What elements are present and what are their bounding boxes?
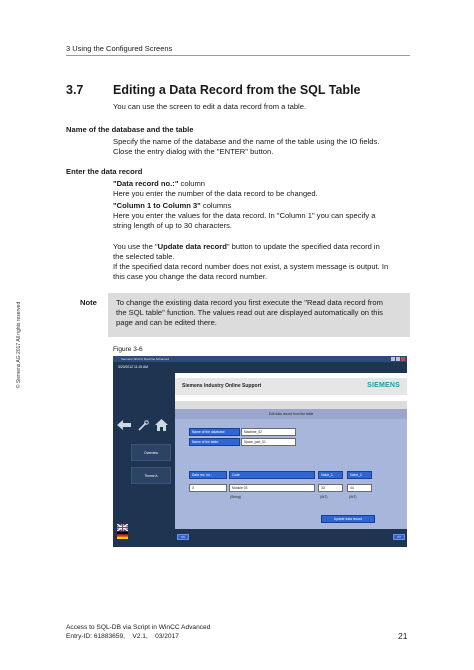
item1-text: Here you enter the number of the data record to be changed.: [113, 189, 318, 198]
db-text-line1: Specify the name of the database and the name of the table using the IO fields.: [113, 137, 380, 146]
enter-heading: Enter the data record: [66, 167, 143, 176]
item1-suffix: column: [178, 179, 206, 188]
update-text-line3: If the specified data record number does not exist, a system message is output. In: [113, 262, 389, 271]
value2-input[interactable]: 44: [347, 484, 372, 492]
main-area: [175, 401, 407, 547]
uk-flag-icon[interactable]: [117, 524, 128, 531]
siemens-logo: SIEMENS: [367, 382, 400, 389]
item2-label: "Column 1 to Column 3": [113, 201, 201, 210]
db-heading: Name of the database and the table: [66, 125, 194, 134]
page-number: 21: [398, 631, 408, 641]
section-intro: You can use the screen to edit a data record from a table.: [113, 102, 307, 111]
note-line3: page and can be edited there.: [116, 318, 217, 327]
screen-footer: [175, 529, 407, 547]
col-value2-header: Value_2: [347, 471, 372, 479]
banner-title: Siemens Industry Online Support: [182, 383, 262, 389]
code-input[interactable]: Module 03: [229, 484, 315, 492]
window-titlebar: [113, 356, 407, 362]
footer-entry-id: Entry-ID: 61883659, V2.1, 03/2017: [66, 633, 179, 640]
left-navigation: [113, 401, 175, 547]
value1-input[interactable]: 33: [318, 484, 343, 492]
item2-heading: [113, 201, 413, 211]
home-icon[interactable]: [155, 419, 168, 431]
tool-icon[interactable]: [137, 420, 149, 432]
note-label: Note: [80, 298, 97, 307]
item2-suffix: columns: [200, 201, 232, 210]
db-text-line2: Close the entry dialog with the "ENTER" button.: [113, 147, 274, 156]
note-line1: To change the existing data record you first execute the "Read data record from: [116, 298, 383, 307]
next-button[interactable]: >>: [393, 534, 405, 540]
code-type: (String): [230, 495, 241, 499]
window-title: Siemens WinCC Runtime Advanced: [121, 356, 170, 361]
value1-type: (INT): [320, 495, 328, 499]
close-icon[interactable]: [401, 357, 405, 361]
note-box: [108, 293, 410, 337]
side-copyright: [16, 301, 22, 389]
footer-doc-title: Access to SQL-DB via Script in WinCC Advanced: [66, 624, 211, 631]
note-line2: the SQL table" function. The values read out are displayed automatically on this: [116, 308, 383, 317]
runtime-clock: 3/20/2012 11:15 AM: [118, 365, 149, 369]
header-divider: [66, 55, 410, 56]
edit-panel: [175, 419, 407, 529]
item1-label: "Data record no.:": [113, 179, 179, 188]
record-no-input[interactable]: 3: [189, 484, 227, 492]
update-text-line2: the selected table.: [113, 252, 175, 261]
col-record-no-header: Data rec. no.:: [189, 471, 227, 479]
table-name-input[interactable]: Spare_part_01: [241, 438, 296, 446]
prev-button[interactable]: <<: [177, 534, 189, 540]
col-code-header: Code: [229, 471, 315, 479]
item1-heading: [113, 179, 413, 189]
item2-text-line1: Here you enter the values for the data record. In "Column 1" you can specify a: [113, 211, 376, 220]
overview-button[interactable]: Overview: [131, 444, 171, 461]
update-data-record-button[interactable]: Update data record: [321, 515, 375, 523]
german-flag-icon[interactable]: [117, 532, 128, 539]
copyright-text: © Siemens AG 2017 All rights reserved: [16, 301, 22, 389]
panel-header: Edit data record from the table: [175, 409, 407, 419]
db-name-input[interactable]: Machine_02: [241, 428, 296, 436]
update-text-prefix: You use the ": [113, 242, 158, 251]
value2-type: (INT): [349, 495, 357, 499]
update-text-line4: this case you change the data record number.: [113, 272, 268, 281]
update-text-line1: [113, 242, 413, 252]
window-controls: [391, 357, 405, 361]
banner-strip: [175, 378, 407, 395]
section-title: Editing a Data Record from the SQL Table: [113, 83, 361, 97]
col-value1-header: Value_1: [318, 471, 343, 479]
minimize-icon[interactable]: [391, 357, 395, 361]
update-text-suffix: " button to update the specified data record in: [226, 242, 380, 251]
table-name-label: Name of the table:: [189, 438, 240, 446]
db-name-label: Name of the database:: [189, 428, 240, 436]
section-number: 3.7: [66, 83, 84, 97]
theme-a-button[interactable]: Theme A: [131, 467, 171, 484]
figure-caption: Figure 3-6: [113, 346, 143, 353]
item2-text-line2: string length of up to 30 characters.: [113, 221, 233, 230]
hmi-screenshot: [113, 356, 407, 547]
back-arrow-icon[interactable]: [117, 420, 131, 430]
update-text-bold: Update data record: [157, 242, 227, 251]
running-header: 3 Using the Configured Screens: [66, 44, 173, 53]
header-banner: [175, 373, 407, 401]
maximize-icon[interactable]: [396, 357, 400, 361]
